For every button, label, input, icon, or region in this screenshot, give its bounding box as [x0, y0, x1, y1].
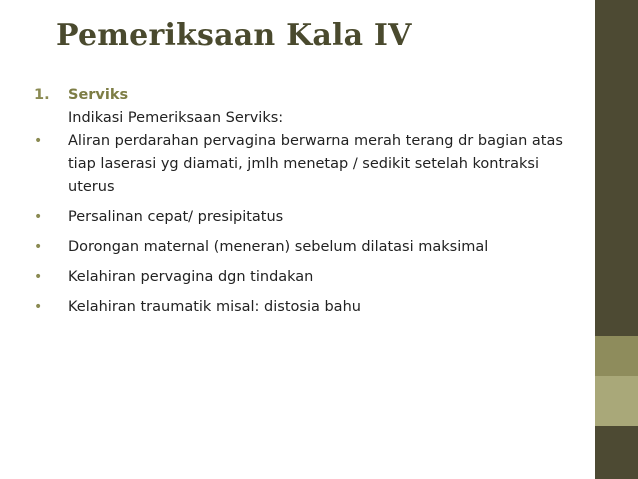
- section-number: 1.: [34, 87, 50, 103]
- band-block-top: [595, 0, 638, 336]
- slide-body: [34, 84, 579, 326]
- list-item: [34, 266, 579, 289]
- section-intro-row: [34, 107, 579, 130]
- band-block-lower: [595, 376, 638, 426]
- list-item: [34, 296, 579, 319]
- bullet-icon: •: [34, 269, 43, 285]
- decorative-side-band: [595, 0, 638, 479]
- bullet-icon: •: [34, 299, 43, 315]
- list-item: [34, 206, 579, 229]
- bullet-text: Kelahiran traumatik misal: distosia bahu: [68, 299, 361, 315]
- bullet-text: Persalinan cepat/ presipitatus: [68, 209, 284, 225]
- list-item: [34, 130, 579, 199]
- list-item: [34, 236, 579, 259]
- section-heading-row: [34, 84, 579, 107]
- bullet-icon: •: [34, 239, 43, 255]
- band-block-bottom: [595, 426, 638, 479]
- section-intro: Indikasi Pemeriksaan Serviks:: [68, 110, 284, 126]
- section-heading: Serviks: [68, 87, 129, 103]
- band-block-middle: [595, 336, 638, 376]
- bullet-text: Aliran perdarahan pervagina berwarna merah terang dr bagian atas tiap laserasi yg diamati, jmlh menetap / sedikit setelah kontraksi uterus: [68, 133, 563, 195]
- bullet-icon: •: [34, 209, 43, 225]
- bullet-text: Kelahiran pervagina dgn tindakan: [68, 269, 314, 285]
- bullet-text: Dorongan maternal (meneran) sebelum dilatasi maksimal: [68, 239, 489, 255]
- slide-title: Pemeriksaan Kala IV: [56, 18, 412, 53]
- bullet-icon: •: [34, 133, 43, 149]
